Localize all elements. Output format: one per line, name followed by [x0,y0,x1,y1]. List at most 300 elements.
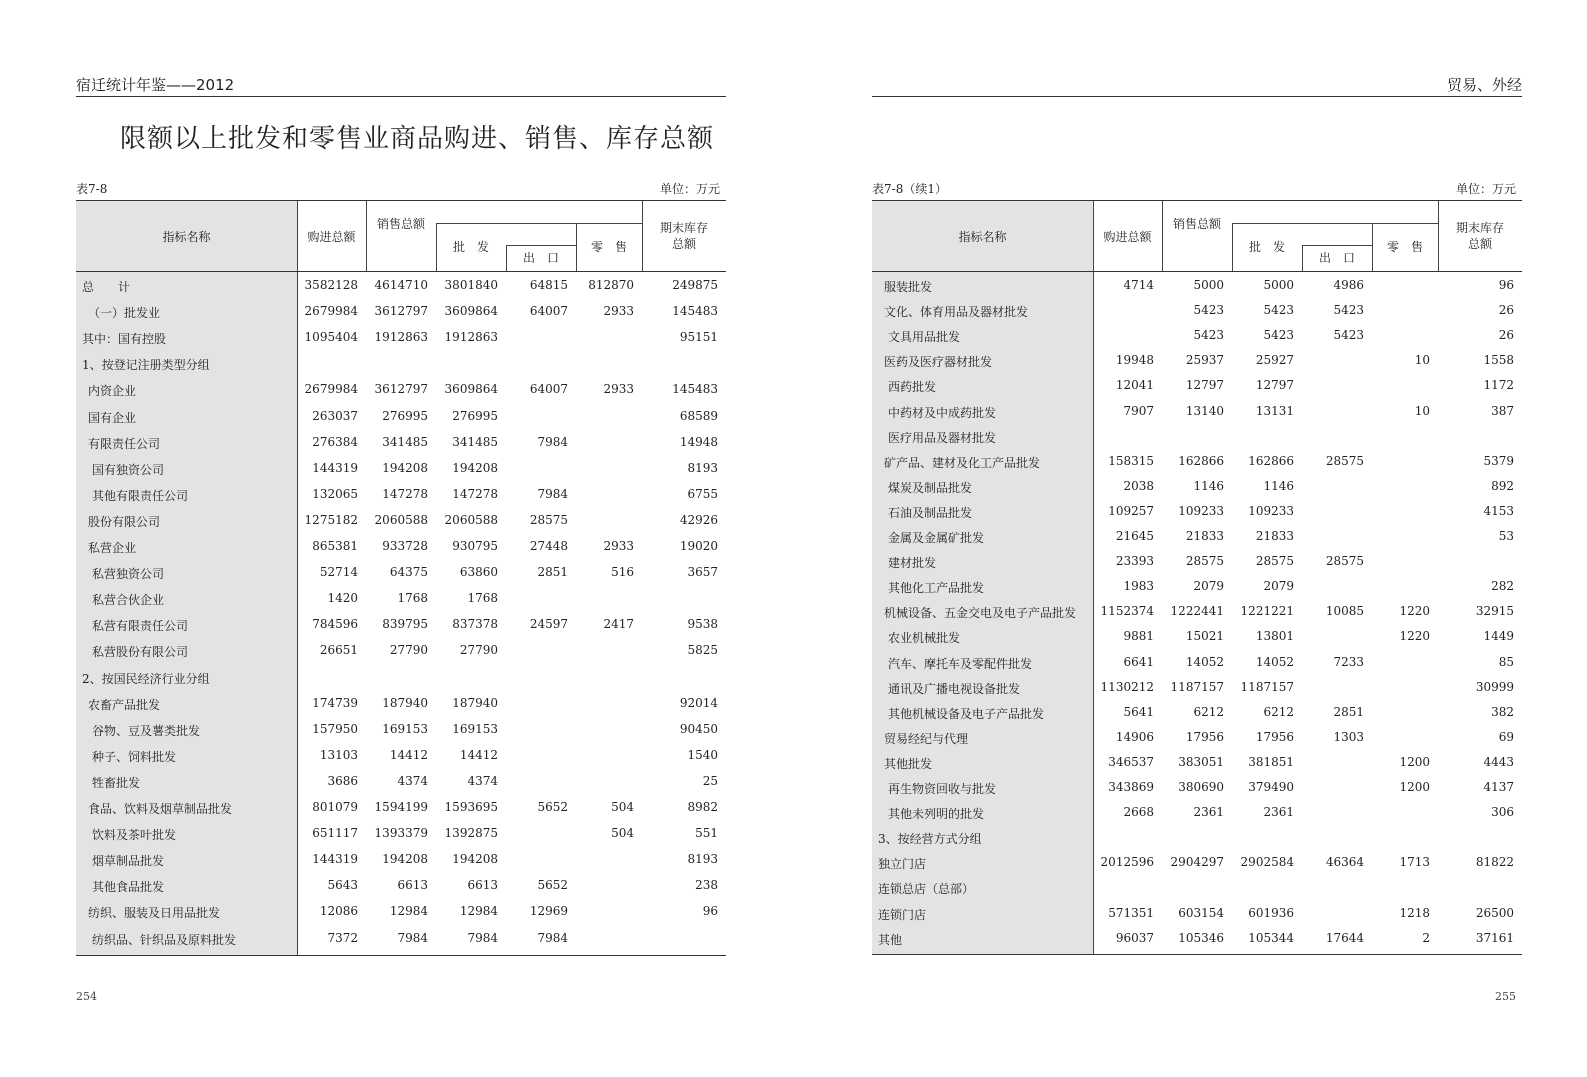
table-row [872,498,1522,524]
table-row [872,749,1522,775]
row-label: （一）批发业 [88,306,161,321]
row-label: 连锁门店 [878,907,927,922]
table-row [76,846,726,872]
table-row [872,448,1522,474]
cell-value: 21833 [1185,529,1224,543]
cell-value: 5423 [1193,328,1224,343]
cell-value: 7984 [537,486,568,501]
cell-value: 6755 [687,486,718,501]
cell-value: 145483 [672,382,718,397]
row-label: 谷物、豆及薯类批发 [92,723,201,738]
row-label: 纺织品、针织品及原料批发 [92,932,237,947]
yearbook-title: 宿迁统计年鉴——2012 [76,76,235,94]
cell-value: 2012596 [1100,855,1154,870]
cell-value: 81822 [1475,855,1514,870]
table-row [872,925,1522,951]
cell-value: 144319 [312,460,358,475]
cell-value: 28575 [1185,554,1224,569]
cell-value: 27790 [389,643,428,658]
row-label: 3、按经营方式分组 [878,832,982,847]
cell-value: 892 [1491,478,1514,493]
cell-value: 194208 [452,852,498,867]
cell-value: 19948 [1115,353,1154,368]
cell-value: 2361 [1263,805,1294,820]
table-row [872,900,1522,926]
cell-value: 14948 [679,434,718,449]
table-row [76,925,726,951]
row-label: 内资企业 [88,384,137,399]
cell-value: 1449 [1483,629,1514,644]
header-divider [436,223,437,271]
row-label: 医疗用品及器材批发 [888,430,997,445]
cell-value: 3657 [687,565,718,580]
table-row [76,611,726,637]
row-label: 建材批发 [888,556,937,571]
row-label: 独立门店 [878,857,927,872]
cell-value: 1130212 [1100,679,1154,694]
cell-value: 28575 [1325,453,1364,468]
cell-value: 5643 [327,878,358,893]
cell-value: 839795 [382,617,428,632]
cell-value: 1218 [1399,905,1430,920]
page-number: 254 [76,990,97,1003]
cell-value: 21833 [1255,529,1294,543]
table-row [76,507,726,533]
cell-value: 1222441 [1170,604,1224,619]
cell-value: 28575 [1255,554,1294,569]
cell-value: 144319 [312,852,358,867]
cell-value: 276995 [452,408,498,423]
cell-value: 23393 [1115,554,1154,569]
cell-value: 162866 [1178,453,1224,468]
table-row [872,473,1522,499]
cell-value: 64007 [529,304,568,319]
header-purchase: 购进总额 [1103,229,1152,244]
cell-value: 1593695 [444,800,498,814]
cell-value: 12041 [1115,378,1154,393]
table-row [76,272,726,298]
table-row [76,559,726,585]
cell-value: 2668 [1123,805,1154,820]
cell-value: 174739 [312,695,358,710]
table-row [872,824,1522,850]
cell-value: 1558 [1483,353,1514,368]
cell-value: 4714 [1123,278,1154,292]
cell-value: 7907 [1123,403,1154,418]
cell-value: 3582128 [304,278,358,292]
cell-value: 10 [1414,403,1430,418]
cell-value: 4986 [1333,278,1364,292]
cell-value: 865381 [312,539,358,553]
header-export: 出 口 [1318,250,1355,265]
header-stock: 期末库存总额 [659,221,708,251]
row-label: 金属及金属矿批发 [888,531,985,545]
right-page [872,0,1522,1077]
cell-value: 14906 [1115,729,1154,744]
cell-value: 383051 [1178,754,1224,769]
cell-value: 784596 [312,617,358,632]
cell-value: 15021 [1185,629,1224,644]
cell-value: 26500 [1475,905,1514,920]
table-row [872,849,1522,875]
cell-value: 1594199 [374,800,428,814]
cell-value: 3612797 [374,304,428,319]
cell-value: 504 [611,800,634,814]
table-row [872,699,1522,725]
table-row [76,429,726,455]
row-label: 有限责任公司 [88,436,161,451]
table-row [872,774,1522,800]
cell-value: 26 [1498,328,1514,343]
table-row [872,623,1522,649]
cell-value: 12797 [1255,378,1294,393]
cell-value: 551 [695,826,718,841]
cell-value: 2 [1422,930,1430,945]
cell-value: 64375 [389,565,428,580]
row-label: 私营独资公司 [92,567,165,582]
cell-value: 3609864 [444,304,498,319]
cell-value: 238 [695,878,718,893]
cell-value: 1540 [687,747,718,762]
cell-value: 3801840 [444,278,498,292]
cell-value: 25937 [1185,353,1224,368]
page-number: 255 [1495,990,1516,1003]
table-row [76,637,726,663]
cell-value: 1392875 [444,826,498,841]
cell-value: 6212 [1193,704,1224,719]
row-label: 国有独资公司 [92,462,165,477]
table-label: 表7-8 [76,182,108,196]
cell-value: 1187157 [1240,679,1294,694]
cell-value: 157950 [312,721,358,736]
cell-value: 7233 [1333,654,1364,669]
cell-value: 8982 [687,800,718,814]
cell-value: 4137 [1483,780,1514,794]
cell-value: 1768 [467,591,498,606]
cell-value: 2851 [537,565,568,580]
cell-value: 516 [611,565,634,580]
cell-value: 13801 [1255,629,1294,644]
cell-value: 96037 [1115,930,1154,945]
cell-value: 28575 [1325,554,1364,569]
cell-value: 8193 [687,460,718,475]
cell-value: 346537 [1108,754,1154,769]
cell-value: 14052 [1255,654,1294,669]
cell-value: 5379 [1483,453,1514,468]
header-retail: 零 售 [1386,239,1423,254]
table-row [76,664,726,690]
cell-value: 158315 [1108,453,1154,468]
row-label: 石油及制品批发 [888,505,973,520]
table-row [872,649,1522,675]
cell-value: 837378 [452,617,498,632]
cell-value: 263037 [312,408,358,423]
cell-value: 3612797 [374,382,428,397]
running-head [872,72,1522,97]
cell-value: 933728 [382,539,428,553]
row-label: 连锁总店（总部） [878,882,975,897]
table-row [76,350,726,376]
cell-value: 5423 [1193,303,1224,318]
cell-value: 2079 [1263,579,1294,594]
table-row [76,690,726,716]
cell-value: 147278 [452,486,498,501]
cell-value: 187940 [382,695,428,710]
cell-value: 105346 [1178,930,1224,945]
cell-value: 37161 [1475,930,1514,945]
table-row [76,533,726,559]
cell-value: 1912863 [374,330,428,345]
header-purchase: 购进总额 [307,229,356,244]
cell-value: 12086 [319,904,358,919]
cell-value: 1152374 [1100,604,1154,619]
row-label: 煤炭及制品批发 [888,480,973,495]
table-row [76,794,726,820]
header-divider [297,201,298,271]
table-row [872,272,1522,298]
cell-value: 2417 [603,617,634,632]
row-label: 烟草制品批发 [92,854,165,869]
cell-value: 2679984 [304,304,358,319]
table-row [76,403,726,429]
cell-value: 5423 [1263,328,1294,343]
row-label: 其他有限责任公司 [92,488,189,503]
cell-value: 4374 [397,773,428,788]
cell-value: 13140 [1185,403,1224,418]
cell-value: 12984 [459,904,498,919]
cell-value: 1912863 [444,330,498,345]
header-divider [506,245,576,246]
row-label: 医药及医疗器材批发 [884,355,993,370]
row-label: 通讯及广播电视设备批发 [888,681,1021,696]
cell-value: 2361 [1193,805,1224,820]
cell-value: 1187157 [1170,679,1224,694]
cell-value: 571351 [1108,905,1154,920]
table-row [76,872,726,898]
row-label: 服装批发 [884,280,933,294]
cell-value: 109233 [1178,503,1224,518]
cell-value: 69 [1498,729,1514,744]
cell-value: 68589 [679,408,718,423]
row-label: 总 计 [82,280,131,294]
cell-value: 26651 [319,643,358,658]
table-row [76,820,726,846]
cell-value: 1303 [1333,729,1364,744]
cell-value: 4443 [1483,754,1514,769]
row-label: 农业机械批发 [888,631,961,646]
header-wholesale: 批 发 [452,239,489,254]
cell-value: 13131 [1255,403,1294,418]
cell-value: 4614710 [374,278,428,292]
cell-value: 5423 [1263,303,1294,318]
header-divider [366,201,367,271]
cell-value: 5000 [1263,278,1294,292]
cell-value: 194208 [382,852,428,867]
row-label: 种子、饲料批发 [92,749,177,764]
cell-value: 276384 [312,434,358,449]
cell-value: 13103 [319,747,358,762]
row-label: 西药批发 [888,380,937,395]
cell-value: 249875 [672,278,718,292]
header-retail: 零 售 [590,239,627,254]
cell-value: 17956 [1255,729,1294,744]
table-bottom-rule [872,954,1522,955]
cell-value: 1146 [1193,478,1224,493]
cell-value: 169153 [382,721,428,736]
cell-value: 5652 [537,878,568,893]
cell-value: 2902584 [1240,855,1294,870]
row-label: 食品、饮料及烟草制品批发 [88,802,233,816]
table-row [76,481,726,507]
table-body [76,272,726,955]
cell-value: 32915 [1475,604,1514,619]
cell-value: 343869 [1108,780,1154,794]
table-row [76,768,726,794]
row-label: 牲畜批发 [92,775,141,790]
header-export: 出 口 [522,250,559,265]
cell-value: 90450 [679,721,718,736]
cell-value: 30999 [1475,679,1514,694]
row-label: 其他机械设备及电子产品批发 [888,706,1045,721]
cell-value: 17956 [1185,729,1224,744]
cell-value: 169153 [452,721,498,736]
cell-value: 53 [1498,529,1514,543]
cell-value: 4153 [1483,503,1514,518]
cell-value: 8193 [687,852,718,867]
cell-value: 5423 [1333,328,1364,343]
table-row [76,455,726,481]
header-indicator: 指标名称 [162,229,211,244]
cell-value: 603154 [1178,905,1224,920]
row-label: 农畜产品批发 [88,697,161,712]
cell-value: 651117 [312,826,358,841]
cell-value: 3686 [327,773,358,788]
cell-value: 1220 [1399,629,1430,644]
unit-label: 单位：万元 [1455,182,1516,196]
table-row [872,874,1522,900]
row-label: 其他未列明的批发 [888,807,985,822]
cell-value: 132065 [312,486,358,501]
cell-value: 27790 [459,643,498,658]
cell-value: 930795 [452,539,498,553]
cell-value: 109233 [1248,503,1294,518]
cell-value: 812870 [588,278,634,292]
cell-value: 25 [702,773,718,788]
header-divider [1302,245,1372,246]
header-divider [1232,223,1233,271]
table-row [872,347,1522,373]
cell-value: 12797 [1185,378,1224,393]
cell-value: 17644 [1325,930,1364,945]
cell-value: 379490 [1248,780,1294,794]
unit-label: 单位：万元 [659,182,720,196]
cell-value: 25927 [1255,353,1294,368]
cell-value: 6641 [1123,654,1154,669]
cell-value: 2851 [1333,704,1364,719]
header-sales: 销售总额 [376,216,425,231]
table-row [76,898,726,924]
row-label: 国有企业 [88,410,137,425]
header-divider [506,245,507,271]
header-divider [1162,201,1163,271]
table-row [76,298,726,324]
cell-value: 14412 [389,747,428,762]
cell-value: 162866 [1248,453,1294,468]
cell-value: 1200 [1399,754,1430,769]
cell-value: 7984 [467,930,498,945]
row-label: 私营有限责任公司 [92,619,189,634]
cell-value: 5000 [1193,278,1224,292]
table-row [76,376,726,402]
running-head [76,72,726,97]
cell-value: 1220 [1399,604,1430,619]
table-row [872,674,1522,700]
cell-value: 21645 [1115,529,1154,543]
cell-value: 1713 [1399,855,1430,870]
table-row [76,324,726,350]
cell-value: 601936 [1248,905,1294,920]
row-label: 私营企业 [88,541,137,555]
left-page [76,0,726,1077]
cell-value: 2933 [603,382,634,397]
cell-value: 387 [1491,403,1514,418]
row-label: 其他食品批发 [92,880,165,895]
header-divider [1438,201,1439,271]
cell-value: 24597 [529,617,568,632]
row-label: 1、按登记注册类型分组 [82,358,210,373]
cell-value: 341485 [382,434,428,449]
cell-value: 2079 [1193,579,1224,594]
table-body [872,272,1522,954]
cell-value: 7984 [397,930,428,945]
row-label: 纺织、服装及日用品批发 [88,906,221,921]
cell-value: 1200 [1399,780,1430,794]
header-divider [1232,223,1438,224]
cell-value: 380690 [1178,780,1224,794]
cell-value: 63860 [459,565,498,580]
row-label: 股份有限公司 [88,514,161,529]
header-divider [576,223,577,271]
cell-value: 2933 [603,304,634,319]
cell-value: 10085 [1325,604,1364,619]
row-label: 其他批发 [884,756,933,771]
cell-value: 26 [1498,303,1514,318]
cell-value: 341485 [452,434,498,449]
row-label: 汽车、摩托车及零配件批发 [888,656,1033,671]
table-row [872,523,1522,549]
table-row [872,372,1522,398]
row-label: 2、按国民经济行业分组 [82,671,210,686]
table-row [872,398,1522,424]
cell-value: 2933 [603,539,634,553]
header-divider [1093,201,1094,271]
row-label: 私营股份有限公司 [92,645,189,660]
cell-value: 1983 [1123,579,1154,594]
header-divider [1302,245,1303,271]
row-label: 其他化工产品批发 [888,581,985,596]
table-row [76,585,726,611]
header-divider [1372,223,1373,271]
row-label: 其中：国有控股 [82,332,167,347]
table-label: 表7-8（续1） [872,182,947,196]
cell-value: 3609864 [444,382,498,397]
cell-value: 12984 [389,904,428,919]
cell-value: 194208 [382,460,428,475]
cell-value: 5641 [1123,704,1154,719]
cell-value: 145483 [672,304,718,319]
table-bottom-rule [76,955,726,956]
cell-value: 5423 [1333,303,1364,318]
